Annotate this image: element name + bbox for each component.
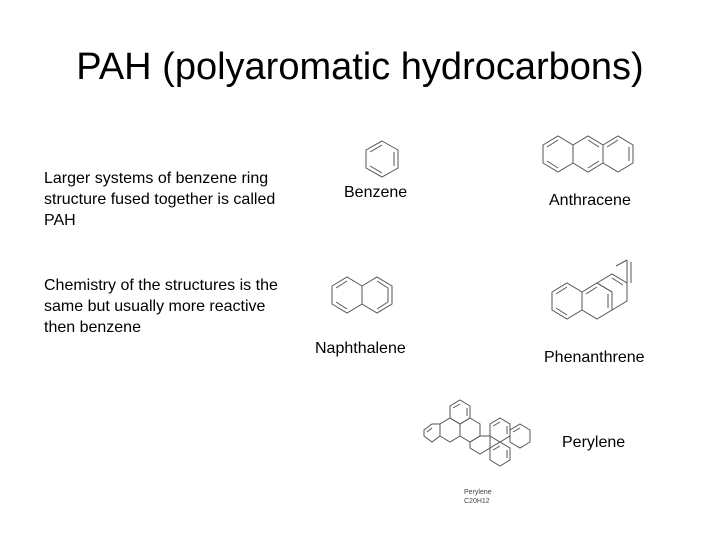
perylene-formula: C20H12 <box>464 498 490 505</box>
anthracene-structure <box>540 130 646 178</box>
slide-title: PAH (polyaromatic hydrocarbons) <box>76 46 644 88</box>
naphthalene-label: Naphthalene <box>315 340 406 357</box>
phenanthrene-structure <box>548 256 640 328</box>
perylene-image-caption: Perylene <box>464 489 492 496</box>
perylene-structure <box>422 396 534 488</box>
perylene-label: Perylene <box>562 434 626 451</box>
phenanthrene-label: Phenanthrene <box>544 349 645 366</box>
anthracene-label: Anthracene <box>549 192 631 209</box>
naphthalene-structure <box>328 272 398 318</box>
reactivity-paragraph: Chemistry of the structures is the same but usually more reactive then benzene <box>44 277 278 336</box>
benzene-label: Benzene <box>344 184 408 201</box>
benzene-structure <box>362 138 402 180</box>
intro-paragraph: Larger systems of benzene ring structure fused together is called PAH <box>44 170 276 229</box>
